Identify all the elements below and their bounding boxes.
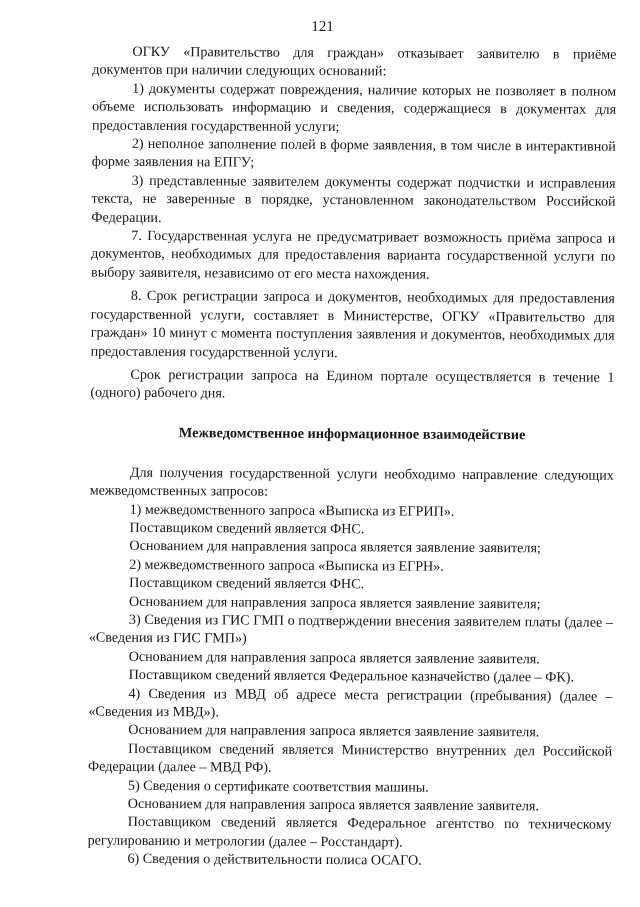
paragraph-refusal-reason-1: 1) документы содержат повреждения, наличие которых не позволяет в полном объеме использовать информацию и сведения, содержащиеся в документах для предоставления государственной услуги;: [91, 80, 617, 135]
paragraph-request-3: 3) Сведения из ГИС ГМП о подтверждении внесения заявителем платы (далее – «Сведения из ГИС ГМП»): [88, 611, 613, 647]
paragraph-basis-3: Основанием для направления запроса является заявление заявителя.: [128, 648, 540, 668]
paragraph-supplier-3: Поставщиком сведений является Федеральное казначейство (далее – ФК).: [128, 667, 575, 686]
paragraph-item-8: 8. Срок регистрации запроса и документов, необходимых для предоставления государственной услуги, составляет в Министерстве, ОГКУ «Правительство для граждан» 10 минут с момента поступления заявления и документов, необходимых для предоставления государственной услуги.: [90, 288, 615, 361]
paragraph-refusal-intro: ОГКУ «Правительство для граждан» отказывает заявителю в приёме документов при наличии следующих оснований:: [92, 43, 617, 80]
paragraph-item-7: 7. Государственная услуга не предусматривает возможность приёма запроса и документов, необходимых для предоставления варианта государственной услуги по выбору заявителя, независимо от его места нахождения.: [91, 227, 616, 283]
paragraph-request-5: 5) Сведения о сертификате соответствия машины.: [127, 777, 429, 796]
page-number: 121: [311, 18, 334, 36]
section-heading: Межведомственное информационное взаимодействие: [178, 424, 526, 443]
paragraph-request-1: 1) межведомственного запроса «Выписка из ЕГРИП».: [129, 501, 455, 520]
paragraph-supplier-1: Поставщиком сведений является ФНС.: [129, 519, 365, 538]
paragraph-interagency-intro: Для получения государственной услуги необходимо направление следующих межведомственных запросов:: [89, 464, 614, 500]
paragraph-basis-1: Основанием для направления запроса является заявление заявителя;: [129, 538, 541, 557]
paragraph-supplier-2: Поставщиком сведений является ФНС.: [129, 574, 365, 593]
paragraph-refusal-reason-2: 2) неполное заполнение полей в форме заявления, в том числе в интерактивной форме заявления на ЕПГУ;: [91, 135, 616, 172]
paragraph-basis-2: Основанием для направления запроса является заявление заявителя;: [129, 593, 541, 612]
paragraph-basis-5: Основанием для направления запроса является заявление заявителя.: [127, 795, 539, 815]
paragraph-refusal-reason-3: 3) представленные заявителем документы содержат подчистки и исправления текста, не заверенные в порядке, установленном законодательством Российской Федерации.: [91, 172, 616, 226]
paragraph-request-6: 6) Сведения о действительности полиса ОСАГО.: [127, 851, 422, 869]
paragraph-supplier-5: Поставщиком сведений является Федеральное агентство по техническому регулированию и метрологии (далее – Росстандарт).: [87, 814, 612, 851]
paragraph-registration-term: Срок регистрации запроса на Едином портале осуществляется в течение 1 (одного) рабочего дня.: [90, 366, 615, 402]
document-body: [87, 43, 616, 872]
paragraph-basis-4: Основанием для направления запроса является заявление заявителя.: [128, 722, 540, 741]
paragraph-request-2: 2) межведомственного запроса «Выписка из ЕГРН».: [129, 556, 444, 575]
paragraph-request-4: 4) Сведения из МВД об адресе места регистрации (пребывания) (далее – «Сведения из МВД»).: [88, 685, 613, 721]
paragraph-supplier-4: Поставщиком сведений является Министерство внутренних дел Российской Федерации (далее – МВД РФ).: [88, 740, 613, 776]
